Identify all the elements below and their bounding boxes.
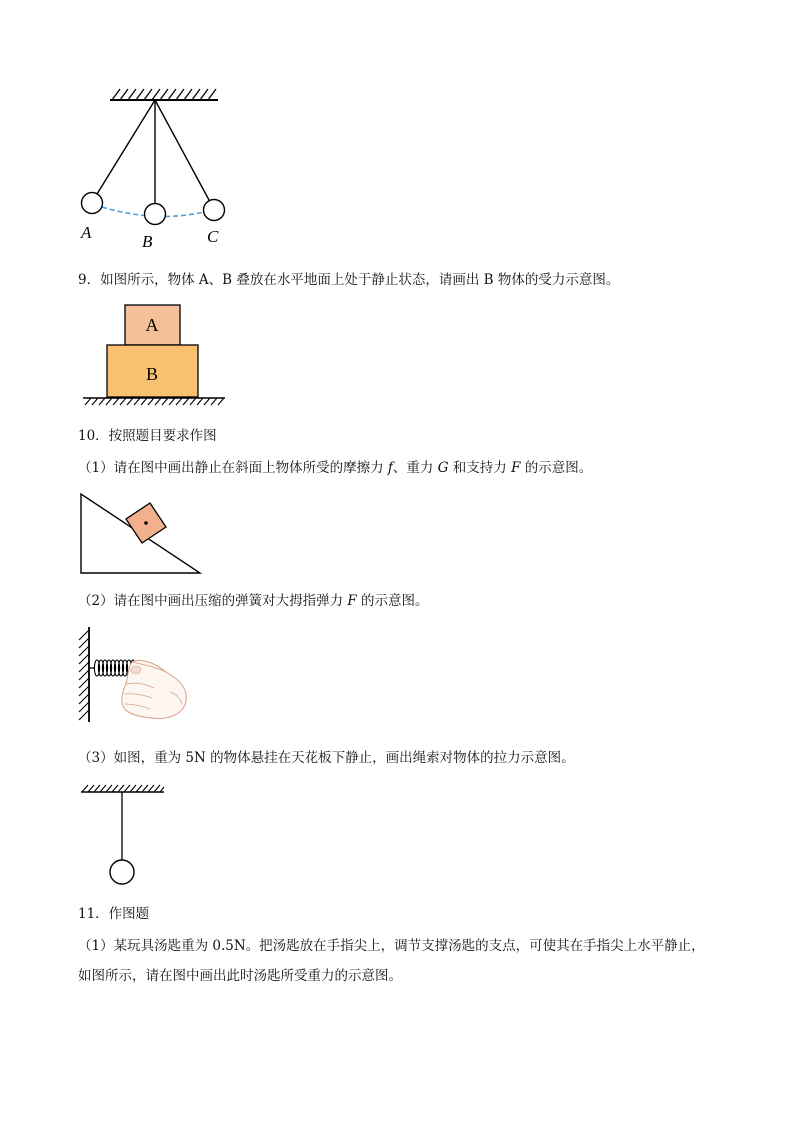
pendulum-bob-c (204, 200, 225, 221)
q11-title: 11．作图题 (78, 906, 150, 922)
pendulum-string-a (97, 100, 155, 194)
spring-wall-hatch (79, 630, 89, 720)
q10-spring-thumb-figure (70, 622, 200, 727)
block-a-label: A (145, 315, 159, 335)
q10-incline-figure (78, 490, 208, 580)
incline-block-center-dot (144, 521, 148, 525)
hanging-ceiling-hatch (82, 785, 164, 792)
symbol-g: G (437, 460, 449, 476)
thumb-hand (122, 660, 186, 718)
q10-part1-text: （1）请在图中画出静止在斜面上物体所受的摩擦力 f、重力 G 和支持力 F 的示意图。 (78, 460, 593, 476)
symbol-f: f (387, 460, 393, 476)
pendulum-bob-b (145, 204, 166, 225)
pendulum-string-c (155, 100, 209, 200)
symbol-f-support: F (511, 460, 521, 476)
pendulum-label-a: A (81, 223, 92, 242)
q11-part1-line1: （1）某玩具汤匙重为 0.5N。把汤匙放在手指尖上，调节支撑汤匙的支点，可使其在手指尖上水平静止， (78, 938, 705, 954)
pendulum-label-b: B (142, 232, 153, 251)
q10-title: 10．按照题目要求作图 (78, 428, 217, 444)
q11-part1-line2: 如图所示，请在图中画出此时汤匙所受重力的示意图。 (78, 968, 402, 984)
pendulum-figure (70, 80, 230, 255)
ground-hatch (85, 398, 224, 405)
q10-part3-text: （3）如图，重为 5N 的物体悬挂在天花板下静止，画出绳索对物体的拉力示意图。 (78, 750, 575, 766)
pendulum-bob-a (82, 193, 103, 214)
q9-text: 9．如图所示，物体 A、B 叠放在水平地面上处于静止状态，请画出 B 物体的受力示意图。 (78, 272, 620, 288)
q10-hanging-object-figure (78, 780, 173, 890)
pendulum-ceiling-hatch (112, 89, 216, 100)
symbol-f-spring: F (347, 593, 357, 609)
q10-part2-text: （2）请在图中画出压缩的弹簧对大拇指弹力 F 的示意图。 (78, 593, 429, 609)
hanging-ball (110, 860, 134, 884)
block-b-label: B (145, 364, 159, 384)
pendulum-label-c: C (207, 227, 219, 246)
q9-stacked-blocks-figure (80, 300, 230, 410)
